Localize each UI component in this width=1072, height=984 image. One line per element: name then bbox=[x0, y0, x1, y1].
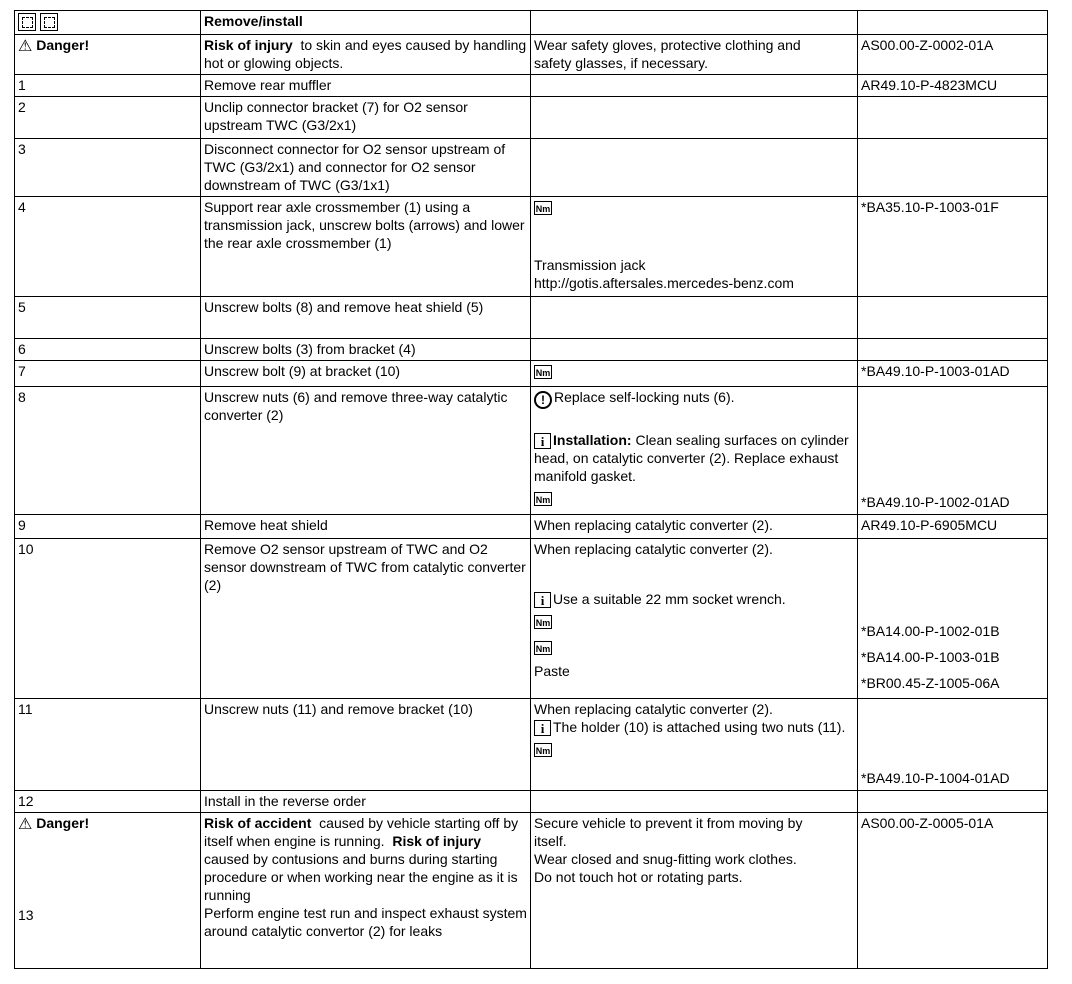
info-icon: i bbox=[534, 592, 551, 608]
table-row: 2 Unclip connector bracket (7) for O2 sensor upstream TWC (G3/2x1) bbox=[15, 97, 1048, 139]
warning-icon: ! bbox=[534, 391, 552, 409]
danger-label: Danger! bbox=[36, 815, 90, 831]
table-row: 12 Install in the reverse order bbox=[15, 791, 1048, 813]
install-icon bbox=[40, 13, 58, 31]
table-row: 8 Unscrew nuts (6) and remove three-way catalytic converter (2) ! Replace self-locking nuts (6). i Installation: Clean sealing surfaces on cylinder head, on catalytic converter (2). Replace exhaust manifold gasket. Nm *BA49.10-P-1002-01AD bbox=[15, 387, 1048, 515]
reference-cell: AS00.00-Z-0002-01A bbox=[858, 35, 1048, 75]
page-title: Remove/install bbox=[204, 13, 303, 29]
danger-row-1: ⚠ Danger! Risk of injury to skin and eyes caused by handling hot or glowing objects. Wear safety gloves, protective clothing and safety glasses, if necessary. AS00.00-Z-0002-01A bbox=[15, 35, 1048, 75]
remove-icon bbox=[18, 13, 36, 31]
danger-row-2: ⚠ Danger! 13 Risk of accident caused by vehicle starting off by itself when engine is running. Risk of injury caused by contusions and burns during starting procedure or when working near the engine as it is running Perform engine test run and inspect exhaust system around catalytic convertor (2) for leaks Secure vehicle to prevent it from moving by itself. Wear closed and snug-fitting work clothes. Do not touch hot or rotating parts. AS00.00-Z-0005-01A bbox=[15, 813, 1048, 969]
table-row: 5 Unscrew bolts (8) and remove heat shield (5) bbox=[15, 297, 1048, 339]
header-row bbox=[15, 11, 1048, 35]
header-icons-cell bbox=[15, 11, 201, 35]
danger-label: Danger! bbox=[36, 37, 90, 53]
reference-cell: *BA35.10-P-1003-01F bbox=[858, 197, 1048, 297]
reference-cell: AS00.00-Z-0005-01A bbox=[858, 813, 1048, 969]
torque-icon: Nm bbox=[534, 365, 552, 379]
torque-icon: Nm bbox=[534, 201, 552, 215]
torque-icon: Nm bbox=[534, 492, 552, 506]
table-row: 10 Remove O2 sensor upstream of TWC and O2 sensor downstream of TWC from catalytic converter (2) When replacing catalytic converter (2). i Use a suitable 22 mm socket wrench. Nm Nm Paste *BA14.00-P-1002-01B *BA14.00-P-1003-01B *BR00.45-Z-1005-06A bbox=[15, 539, 1048, 699]
procedure-document bbox=[14, 10, 1048, 969]
table-row: 1 Remove rear muffler AR49.10-P-4823MCU bbox=[15, 75, 1048, 97]
torque-icon: Nm bbox=[534, 743, 552, 757]
procedure-table bbox=[14, 10, 1048, 969]
header-title-cell bbox=[201, 11, 531, 35]
torque-icon: Nm bbox=[534, 615, 552, 629]
table-row: 7 Unscrew bolt (9) at bracket (10) Nm *BA49.10-P-1003-01AD bbox=[15, 361, 1048, 387]
info-icon: i bbox=[534, 433, 551, 449]
reference-cell: *BA49.10-P-1004-01AD bbox=[858, 699, 1048, 791]
info-icon: i bbox=[534, 720, 551, 736]
table-row: 3 Disconnect connector for O2 sensor upstream of TWC (G3/2x1) and connector for O2 sensor downstream of TWC (G3/1x1) bbox=[15, 139, 1048, 197]
table-row: 6 Unscrew bolts (3) from bracket (4) bbox=[15, 339, 1048, 361]
warning-triangle-icon: ⚠ bbox=[18, 816, 33, 833]
reference-cell: *BA49.10-P-1002-01AD bbox=[858, 387, 1048, 515]
torque-icon: Nm bbox=[534, 641, 552, 655]
table-row: 4 Support rear axle crossmember (1) using a transmission jack, unscrew bolts (arrows) and lower the rear axle crossmember (1) Nm Transmission jack http://gotis.aftersales.mercedes-benz.com *BA35.10-P-1003-01F bbox=[15, 197, 1048, 297]
table-row: 11 Unscrew nuts (11) and remove bracket (10) When replacing catalytic converter (2). i The holder (10) is attached using two nuts (11). Nm *BA49.10-P-1004-01AD bbox=[15, 699, 1048, 791]
tool-link[interactable]: http://gotis.aftersales.mercedes-benz.com bbox=[534, 275, 794, 291]
reference-cell: *BA49.10-P-1003-01AD bbox=[858, 361, 1048, 387]
warning-triangle-icon: ⚠ bbox=[18, 38, 33, 55]
table-row: 9 Remove heat shield When replacing catalytic converter (2). AR49.10-P-6905MCU bbox=[15, 515, 1048, 539]
